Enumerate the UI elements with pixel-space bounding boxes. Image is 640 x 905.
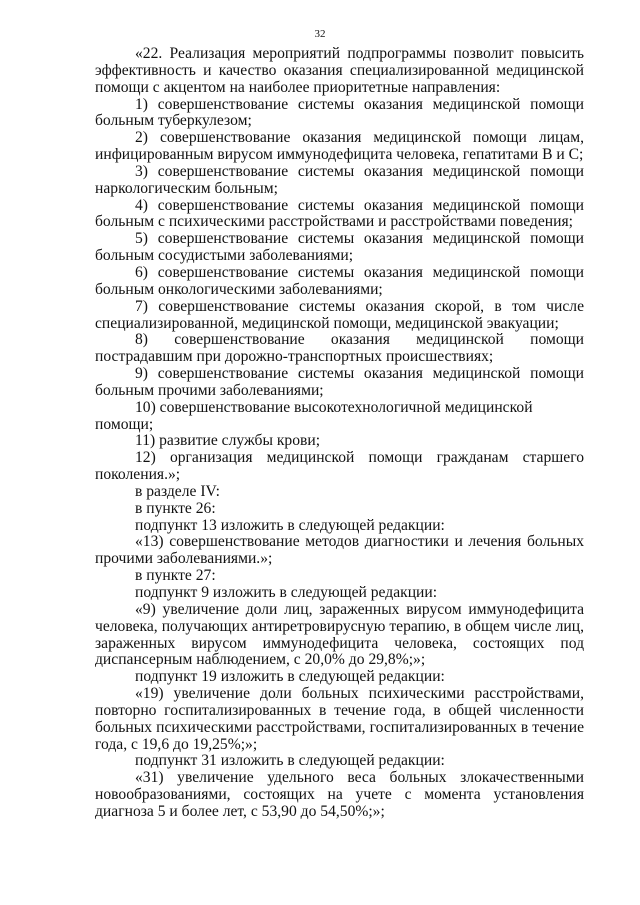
subclause-9-instruction: подпункт 9 изложить в следующей редакции: (135, 584, 438, 601)
list-item-12: 12) организация медицинской помощи гражданам старшего поколения.»; (95, 449, 584, 484)
list-item-5: 5) совершенствование системы оказания медицинской помощи больным сосудистыми заболеваниями; (95, 230, 584, 265)
page-number: 32 (314, 28, 326, 40)
list-item-8: 8) совершенствование оказания медицинской помощи пострадавшим при дорожно-транспортных происшествиях; (95, 331, 584, 366)
subclause-13-text: «13) совершенствование методов диагностики и лечения больных прочими заболеваниями.»; (95, 533, 584, 568)
list-item-11: 11) развитие службы крови; (135, 432, 321, 450)
list-item-2: 2) совершенствование оказания медицинской помощи лицам, инфицированным вирусом иммунодефицита человека, гепатитами B и C; (95, 129, 584, 164)
list-item-9: 9) совершенствование системы оказания медицинской помощи больным прочими заболеваниями; (95, 365, 584, 399)
subclause-31-text: «31) увеличение удельного веса больных злокачественными новообразованиями, состоящих на учете с момента установления диагноза 5 и более лет, с 53,90 до 54,50%;»; (95, 769, 584, 820)
document-body (95, 46, 584, 821)
subclause-19-instruction: подпункт 19 изложить в следующей редакции: (135, 668, 445, 686)
subclause-13-instruction: подпункт 13 изложить в следующей редакции: (135, 516, 445, 534)
list-item-7: 7) совершенствование системы оказания скорой, в том числе специализированной, медицинской помощи, медицинской эвакуации; (95, 297, 584, 332)
list-item-1: 1) совершенствование системы оказания медицинской помощи больным туберкулезом; (95, 95, 584, 130)
clause-27-heading: в пункте 27: (135, 567, 216, 585)
subclause-19-text: «19) увеличение доли больных психическими расстройствами, повторно госпитализированных в течение года, в общей численности больных психическими расстройствами, госпитализированных в течение года, с 19,6 до 19,25%;»; (95, 685, 584, 753)
paragraph-intro-22: «22. Реализация мероприятий подпрограммы позволит повысить эффективность и качество оказания специализированной медицинской помощи с акцентом на наиболее приоритетные направления: (95, 45, 584, 96)
section-iv-heading: в разделе IV: (135, 482, 220, 500)
list-item-10: 10) совершенствование высокотехнологичной медицинской помощи; (95, 398, 533, 433)
subclause-9-text: «9) увеличение доли лиц, зараженных вирусом иммунодефицита человека, получающих антиретровирусную терапию, в общем числе лиц, зараженных вирусом иммунодефицита человека, состоящих под диспансерным наблюдением, с 20,0% до 29,8%;»; (95, 600, 584, 669)
clause-26-heading: в пункте 26: (135, 499, 216, 517)
subclause-31-instruction: подпункт 31 изложить в следующей редакции: (135, 752, 445, 770)
list-item-4: 4) совершенствование системы оказания медицинской помощи больным с психическими расстройствами и расстройствами поведения; (95, 196, 584, 231)
list-item-3: 3) совершенствование системы оказания медицинской помощи наркологическим больным; (95, 162, 584, 197)
list-item-6: 6) совершенствование системы оказания медицинской помощи больным онкологическими заболеваниями; (95, 263, 584, 298)
